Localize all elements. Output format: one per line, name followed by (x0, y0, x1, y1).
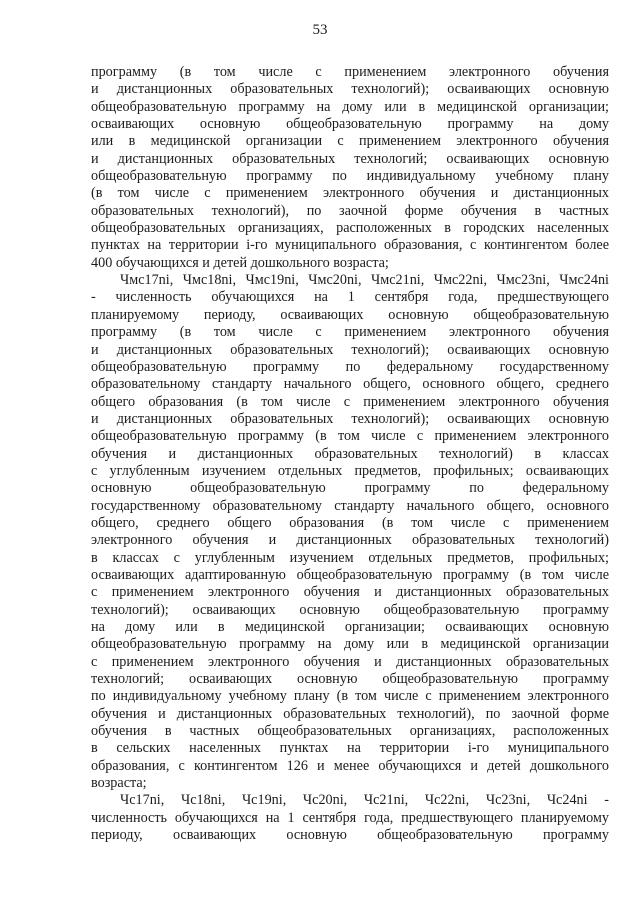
text-line: общего образования (в том числе с применением электронного обучения (91, 393, 609, 410)
text-line: образовательных технологий), по заочной форме обучения в частных (91, 202, 609, 219)
text-line: Чс17ni, Чс18ni, Чс19ni, Чс20ni, Чс21ni, Чс22ni, Чс23ni, Чс24ni - (120, 792, 609, 809)
text-line: осваивающих адаптированную общеобразовательную программу (в том числе (91, 566, 609, 583)
text-line: (в том числе с применением электронного обучения и дистанционных (91, 185, 609, 202)
text-line: пунктах на территории i-го муниципального образования, с контингентом более (91, 237, 609, 254)
text-line: государственному образовательному стандарту начального общего, основного (91, 497, 609, 514)
text-line: с углубленным изучением отдельных предметов, профильных; осваивающих (91, 462, 609, 479)
text-line: периоду, осваивающих основную общеобразовательную программу (91, 827, 609, 844)
text-line: в сельских населенных пунктах на территории i-го муниципального (91, 740, 609, 757)
text-line: основную общеобразовательную программу по федеральному (91, 480, 609, 497)
text-line: или в медицинской организации с применением электронного обучения (91, 133, 609, 150)
text-line: образования, с контингентом 126 и менее обучающихся и детей дошкольного (91, 757, 609, 774)
text-line: программу (в том числе с применением электронного обучения (91, 324, 609, 341)
text-line: осваивающих основную общеобразовательную программу на дому (91, 116, 609, 133)
text-line: обучения в частных общеобразовательных организациях, расположенных (91, 723, 609, 740)
page-number: 53 (312, 22, 328, 38)
text-line: электронного обучения и дистанционных образовательных технологий) (91, 532, 609, 549)
text-line: возраста; (91, 775, 147, 792)
text-line: обучения и дистанционных образовательных технологий), по заочной форме (91, 705, 609, 722)
text-line: и дистанционных образовательных технологий); осваивающих основную (91, 81, 609, 98)
text-line: общеобразовательную программу по федеральному государственному (91, 358, 609, 375)
text-line: с применением электронного обучения и дистанционных образовательных (91, 584, 609, 601)
text-line: технологий); осваивающих основную общеобразовательную программу (91, 601, 609, 618)
text-line: в классах с углубленным изучением отдельных предметов, профильных; (91, 549, 609, 566)
text-line: общеобразовательную программу по индивидуальному учебному плану (91, 168, 609, 185)
text-line: Чмс17ni, Чмс18ni, Чмс19ni, Чмс20ni, Чмс21ni, Чмс22ni, Чмс23ni, Чмс24ni (120, 272, 609, 289)
text-line: и дистанционных образовательных технологий); осваивающих основную (91, 341, 609, 358)
text-line: общеобразовательную программу (в том числе с применением электронного (91, 428, 609, 445)
text-line: общеобразовательных организациях, расположенных в городских населенных (91, 220, 609, 237)
text-line: программу (в том числе с применением электронного обучения (91, 64, 609, 80)
text-line: 400 обучающихся и детей дошкольного возраста; (91, 254, 389, 271)
text-line: общеобразовательную программу на дому или в медицинской организации (91, 636, 609, 653)
body-text (91, 64, 609, 844)
text-line: - численность обучающихся на 1 сентября года, предшествующего (91, 289, 609, 306)
text-line: и дистанционных образовательных технологий; осваивающих основную (91, 150, 609, 167)
text-line: с применением электронного обучения и дистанционных образовательных (91, 653, 609, 670)
text-line: общего, среднего общего образования (в том числе с применением (91, 514, 609, 531)
text-line: и дистанционных образовательных технологий); осваивающих основную (91, 410, 609, 427)
text-line: обучения и дистанционных образовательных технологий) в классах (91, 445, 609, 462)
text-line: общеобразовательную программу на дому или в медицинской организации; (91, 98, 609, 115)
text-line: по индивидуальному учебному плану (в том числе с применением электронного (91, 688, 609, 705)
text-line: образовательному стандарту начального общего, основного общего, среднего (91, 376, 609, 393)
text-line: на дому или в медицинской организации; осваивающих основную (91, 619, 609, 635)
text-line: численность обучающихся на 1 сентября года, предшествующего планируемому (91, 809, 609, 826)
text-line: планируемому периоду, осваивающих основную общеобразовательную (91, 306, 609, 323)
text-line: технологий; осваивающих основную общеобразовательную программу (91, 671, 609, 688)
